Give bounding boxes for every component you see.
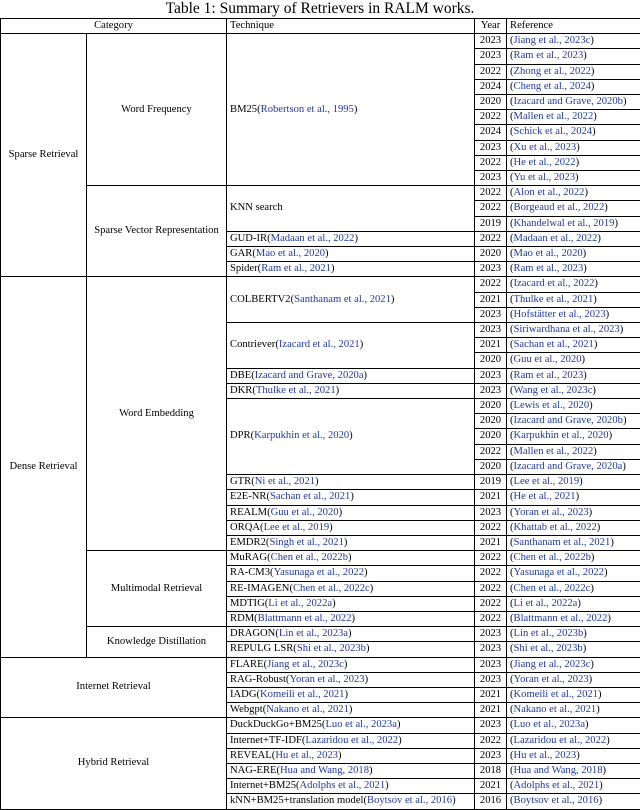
technique-label: EMDR2 xyxy=(230,537,266,548)
subcategory-cell: Word Embedding xyxy=(87,277,227,551)
reference-cell: (Nakano et al., 2021) xyxy=(507,703,640,718)
technique-label: GUD-IR xyxy=(230,233,267,244)
reference-cell: (Alon et al., 2022) xyxy=(507,186,640,201)
reference-link[interactable]: Chen et al., 2022b xyxy=(514,552,591,563)
reference-link[interactable]: Boytsov et al., 2016 xyxy=(514,795,599,806)
reference-link[interactable]: Hofstätter et al., 2023 xyxy=(514,309,606,320)
header-category: Category xyxy=(1,19,227,34)
technique-label: GAR xyxy=(230,248,252,259)
technique-citation-link[interactable]: Chen et al., 2022b xyxy=(271,552,348,563)
year-cell: 2023 xyxy=(475,49,507,64)
year-cell: 2023 xyxy=(475,307,507,322)
reference-cell: (Ram et al., 2023) xyxy=(507,262,640,277)
technique-label: RE-IMAGEN xyxy=(230,583,289,594)
technique-cell: BM25(Robertson et al., 1995) xyxy=(227,34,475,186)
technique-citation-link[interactable]: Lee et al., 2019 xyxy=(264,522,330,533)
subcategory-cell: Knowledge Distillation xyxy=(87,627,227,657)
reference-cell: (Schick et al., 2024) xyxy=(507,125,640,140)
technique-label: IADG xyxy=(230,689,256,700)
technique-label: MDTIG xyxy=(230,598,265,609)
reference-cell: (Cheng et al., 2024) xyxy=(507,79,640,94)
year-cell: 2020 xyxy=(475,414,507,429)
reference-link[interactable]: Mao et al., 2020 xyxy=(514,248,583,259)
technique-citation-link[interactable]: Ni et al., 2021 xyxy=(255,476,315,487)
technique-citation-link[interactable]: Lazaridou et al., 2022 xyxy=(305,735,398,746)
technique-citation-link[interactable]: Lin et al., 2023a xyxy=(279,628,348,639)
year-cell: 2023 xyxy=(475,383,507,398)
technique-cell: RA-CM3(Yasunaga et al., 2022) xyxy=(227,566,475,581)
table-row xyxy=(1,186,640,201)
year-cell: 2020 xyxy=(475,95,507,110)
technique-label: Internet+TF-IDF xyxy=(230,735,302,746)
table-row xyxy=(1,627,640,642)
reference-cell: (Yu et al., 2023) xyxy=(507,171,640,186)
reference-cell: (Izacard and Grave, 2020b) xyxy=(507,414,640,429)
technique-citation-link[interactable]: Mao et al., 2020 xyxy=(256,248,325,259)
reference-link[interactable]: Blattmann et al., 2022 xyxy=(514,613,608,624)
reference-cell: (Hua and Wang, 2018) xyxy=(507,763,640,778)
year-cell: 2021 xyxy=(475,338,507,353)
year-cell: 2022 xyxy=(475,611,507,626)
technique-label: ORQA xyxy=(230,522,260,533)
reference-link[interactable]: Lewis et al., 2020 xyxy=(514,400,590,411)
reference-link[interactable]: Yoran et al., 2023 xyxy=(514,507,589,518)
technique-label: Spider xyxy=(230,263,258,274)
technique-label: DRAGON xyxy=(230,628,275,639)
year-cell: 2023 xyxy=(475,368,507,383)
reference-link[interactable]: Santhanam et al., 2021 xyxy=(514,537,611,548)
technique-label: DBE xyxy=(230,370,251,381)
technique-cell: MuRAG(Chen et al., 2022b) xyxy=(227,551,475,566)
reference-link[interactable]: Mallen et al., 2022 xyxy=(514,446,594,457)
category-cell: Dense Retrieval xyxy=(1,277,87,657)
reference-cell: (Li et al., 2022a) xyxy=(507,596,640,611)
reference-cell: (Ram et al., 2023) xyxy=(507,368,640,383)
technique-cell xyxy=(227,186,475,232)
year-cell: 2022 xyxy=(475,596,507,611)
year-cell: 2022 xyxy=(475,231,507,246)
technique-cell: EMDR2(Singh et al., 2021) xyxy=(227,535,475,550)
technique-label: RDM xyxy=(230,613,254,624)
year-cell: 2023 xyxy=(475,718,507,733)
reference-cell: (Yasunaga et al., 2022) xyxy=(507,566,640,581)
reference-link[interactable]: Adolphs et al., 2021 xyxy=(514,780,600,791)
year-cell: 2022 xyxy=(475,186,507,201)
reference-link[interactable]: Karpukhin et al., 2020 xyxy=(514,430,609,441)
reference-cell: (Mallen et al., 2022) xyxy=(507,444,640,459)
technique-label: REVEAL xyxy=(230,750,272,761)
reference-cell: (Hu et al., 2023) xyxy=(507,748,640,763)
reference-cell: (Thulke et al., 2021) xyxy=(507,292,640,307)
reference-cell: (Yoran et al., 2023) xyxy=(507,505,640,520)
technique-label: DPR xyxy=(230,430,251,441)
reference-link[interactable]: Madaan et al., 2022 xyxy=(514,233,598,244)
reference-link[interactable]: Izacard and Grave, 2020a xyxy=(514,461,623,472)
technique-cell: IADG(Komeili et al., 2021) xyxy=(227,687,475,702)
technique-label: KNN search xyxy=(230,202,283,213)
technique-cell: GAR(Mao et al., 2020) xyxy=(227,247,475,262)
reference-cell: (Borgeaud et al., 2022) xyxy=(507,201,640,216)
year-cell: 2022 xyxy=(475,110,507,125)
reference-link[interactable]: Wang et al., 2023c xyxy=(514,385,593,396)
reference-cell: (Khattab et al., 2022) xyxy=(507,520,640,535)
year-cell: 2020 xyxy=(475,459,507,474)
reference-link[interactable]: Lee et al., 2019 xyxy=(514,476,580,487)
technique-label: Internet+BM25 xyxy=(230,780,296,791)
reference-link[interactable]: Mallen et al., 2022 xyxy=(514,111,594,122)
reference-cell: (Sachan et al., 2021) xyxy=(507,338,640,353)
technique-cell: kNN+BM25+translation model(Boytsov et al., 2016) xyxy=(227,794,475,809)
technique-cell: NAG-ERE(Hua and Wang, 2018) xyxy=(227,763,475,778)
technique-cell: FLARE(Jiang et al., 2023c) xyxy=(227,657,475,672)
reference-cell: (Lin et al., 2023b) xyxy=(507,627,640,642)
technique-label: Webgpt xyxy=(230,704,263,715)
category-cell: Sparse Retrieval xyxy=(1,34,87,277)
reference-cell: (Blattmann et al., 2022) xyxy=(507,611,640,626)
technique-label: kNN+BM25+translation model xyxy=(230,795,363,806)
year-cell: 2022 xyxy=(475,551,507,566)
reference-link[interactable]: Jiang et al., 2023c xyxy=(514,35,591,46)
reference-cell: (Madaan et al., 2022) xyxy=(507,231,640,246)
reference-link[interactable]: Xu et al., 2023 xyxy=(514,142,577,153)
year-cell: 2023 xyxy=(475,657,507,672)
reference-link[interactable]: Siriwardhana et al., 2023 xyxy=(514,324,620,335)
reference-link[interactable]: Ram et al., 2023 xyxy=(514,263,584,274)
technique-citation-link[interactable]: Nakano et al., 2021 xyxy=(266,704,349,715)
reference-cell: (Mallen et al., 2022) xyxy=(507,110,640,125)
reference-link[interactable]: Izacard et al., 2022 xyxy=(514,278,595,289)
subcategory-cell: Sparse Vector Representation xyxy=(87,186,227,277)
technique-cell: GUD-IR(Madaan et al., 2022) xyxy=(227,231,475,246)
technique-citation-link[interactable]: Yasunaga et al., 2022 xyxy=(274,567,364,578)
technique-label: E2E-NR xyxy=(230,491,266,502)
category-cell: Internet Retrieval xyxy=(1,657,227,718)
reference-link[interactable]: Hua and Wang, 2018 xyxy=(514,765,603,776)
technique-cell: DBE(Izacard and Grave, 2020a) xyxy=(227,368,475,383)
technique-cell: ORQA(Lee et al., 2019) xyxy=(227,520,475,535)
header-technique: Technique xyxy=(227,19,475,34)
technique-cell: DuckDuckGo+BM25(Luo et al., 2023a) xyxy=(227,718,475,733)
reference-cell: (Santhanam et al., 2021) xyxy=(507,535,640,550)
technique-citation-link[interactable]: Li et al., 2022a xyxy=(268,598,332,609)
reference-cell: (Lazaridou et al., 2022) xyxy=(507,733,640,748)
reference-link[interactable]: Schick et al., 2024 xyxy=(514,126,593,137)
technique-cell: DKR(Thulke et al., 2021) xyxy=(227,383,475,398)
technique-citation-link[interactable]: Madaan et al., 2022 xyxy=(271,233,355,244)
year-cell: 2022 xyxy=(475,520,507,535)
technique-cell: Webgpt(Nakano et al., 2021) xyxy=(227,703,475,718)
technique-label: MuRAG xyxy=(230,552,267,563)
year-cell: 2023 xyxy=(475,323,507,338)
reference-link[interactable]: Komeili et al., 2021 xyxy=(514,689,598,700)
technique-citation-link[interactable]: Karpukhin et al., 2020 xyxy=(254,430,349,441)
reference-link[interactable]: Ram et al., 2023 xyxy=(514,370,584,381)
reference-cell: (Guu et al., 2020) xyxy=(507,353,640,368)
reference-link[interactable]: Yu et al., 2023 xyxy=(514,172,576,183)
technique-citation-link[interactable]: Robertson et al., 1995 xyxy=(261,104,354,115)
technique-citation-link[interactable]: Izacard et al., 2021 xyxy=(279,339,360,350)
technique-citation-link[interactable]: Sachan et al., 2021 xyxy=(270,491,350,502)
technique-cell: MDTIG(Li et al., 2022a) xyxy=(227,596,475,611)
reference-cell: (Adolphs et al., 2021) xyxy=(507,779,640,794)
technique-citation-link[interactable]: Guu et al., 2020 xyxy=(271,507,339,518)
technique-label: GTR xyxy=(230,476,251,487)
reference-cell: (Jiang et al., 2023c) xyxy=(507,34,640,49)
year-cell: 2022 xyxy=(475,155,507,170)
technique-cell: Internet+BM25(Adolphs et al., 2021) xyxy=(227,779,475,794)
reference-link[interactable]: Borgeaud et al., 2022 xyxy=(514,202,605,213)
reference-link[interactable]: Khattab et al., 2022 xyxy=(514,522,597,533)
reference-cell: (Izacard and Grave, 2020a) xyxy=(507,459,640,474)
technique-citation-link[interactable]: Hu et al., 2023 xyxy=(275,750,338,761)
year-cell: 2018 xyxy=(475,763,507,778)
year-cell: 2021 xyxy=(475,703,507,718)
technique-cell: REVEAL(Hu et al., 2023) xyxy=(227,748,475,763)
technique-cell: COLBERTV2(Santhanam et al., 2021) xyxy=(227,277,475,323)
technique-cell: Internet+TF-IDF(Lazaridou et al., 2022) xyxy=(227,733,475,748)
technique-cell: REPULG LSR(Shi et al., 2023b) xyxy=(227,642,475,657)
technique-citation-link[interactable]: Komeili et al., 2021 xyxy=(260,689,344,700)
technique-label: REALM xyxy=(230,507,267,518)
reference-cell: (Hofstätter et al., 2023) xyxy=(507,307,640,322)
reference-link[interactable]: Cheng et al., 2024 xyxy=(514,81,591,92)
reference-cell: (Zhong et al., 2022) xyxy=(507,64,640,79)
year-cell: 2022 xyxy=(475,201,507,216)
category-cell: Hybrid Retrieval xyxy=(1,718,227,809)
table-caption: Table 1: Summary of Retrievers in RALM works. xyxy=(0,0,640,18)
retrievers-table xyxy=(0,18,640,810)
technique-citation-link[interactable]: Blattmann et al., 2022 xyxy=(258,613,352,624)
reference-cell: (Luo et al., 2023a) xyxy=(507,718,640,733)
reference-link[interactable]: Lin et al., 2023b xyxy=(514,628,584,639)
technique-citation-link[interactable]: Singh et al., 2021 xyxy=(269,537,343,548)
reference-link[interactable]: Li et al., 2022a xyxy=(514,598,578,609)
year-cell: 2023 xyxy=(475,748,507,763)
year-cell: 2023 xyxy=(475,505,507,520)
year-cell: 2020 xyxy=(475,353,507,368)
year-cell: 2019 xyxy=(475,475,507,490)
reference-cell: (Ram et al., 2023) xyxy=(507,49,640,64)
technique-label: DuckDuckGo+BM25 xyxy=(230,719,322,730)
reference-link[interactable]: He et al., 2022 xyxy=(514,157,576,168)
technique-label: FLARE xyxy=(230,659,264,670)
year-cell: 2022 xyxy=(475,444,507,459)
technique-label: RA-CM3 xyxy=(230,567,270,578)
year-cell: 2016 xyxy=(475,794,507,809)
reference-link[interactable]: Izacard and Grave, 2020b xyxy=(514,96,623,107)
table-row xyxy=(1,34,640,49)
reference-link[interactable]: Khandelwal et al., 2019 xyxy=(514,218,615,229)
reference-link[interactable]: Lazaridou et al., 2022 xyxy=(514,735,607,746)
technique-cell: REALM(Guu et al., 2020) xyxy=(227,505,475,520)
reference-cell: (Lewis et al., 2020) xyxy=(507,399,640,414)
year-cell: 2023 xyxy=(475,262,507,277)
technique-cell: RAG-Robust(Yoran et al., 2023) xyxy=(227,672,475,687)
technique-citation-link[interactable]: Ram et al., 2021 xyxy=(261,263,331,274)
table-row xyxy=(1,657,640,672)
year-cell: 2024 xyxy=(475,125,507,140)
reference-link[interactable]: Zhong et al., 2022 xyxy=(514,66,591,77)
technique-label: DKR xyxy=(230,385,252,396)
reference-cell: (Komeili et al., 2021) xyxy=(507,687,640,702)
year-cell: 2023 xyxy=(475,627,507,642)
technique-cell: RE-IMAGEN(Chen et al., 2022c) xyxy=(227,581,475,596)
reference-cell: (Karpukhin et al., 2020) xyxy=(507,429,640,444)
reference-cell: (Siriwardhana et al., 2023) xyxy=(507,323,640,338)
table-row xyxy=(1,551,640,566)
reference-link[interactable]: Shi et al., 2023b xyxy=(514,643,583,654)
reference-link[interactable]: Sachan et al., 2021 xyxy=(514,339,594,350)
reference-cell: (Yoran et al., 2023) xyxy=(507,672,640,687)
reference-cell: (He et al., 2021) xyxy=(507,490,640,505)
technique-citation-link[interactable]: Chen et al., 2022c xyxy=(293,583,370,594)
year-cell: 2021 xyxy=(475,779,507,794)
table-row xyxy=(1,718,640,733)
year-cell: 2019 xyxy=(475,216,507,231)
technique-cell: RDM(Blattmann et al., 2022) xyxy=(227,611,475,626)
year-cell: 2021 xyxy=(475,490,507,505)
year-cell: 2023 xyxy=(475,140,507,155)
reference-cell: (Wang et al., 2023c) xyxy=(507,383,640,398)
technique-label: BM25 xyxy=(230,104,257,115)
header-year: Year xyxy=(475,19,507,34)
year-cell: 2020 xyxy=(475,399,507,414)
reference-cell: (Khandelwal et al., 2019) xyxy=(507,216,640,231)
technique-label: NAG-ERE xyxy=(230,765,277,776)
technique-cell: Spider(Ram et al., 2021) xyxy=(227,262,475,277)
year-cell: 2023 xyxy=(475,171,507,186)
technique-citation-link[interactable]: Boytsov et al., 2016 xyxy=(367,795,452,806)
reference-cell: (Shi et al., 2023b) xyxy=(507,642,640,657)
reference-cell: (Chen et al., 2022b) xyxy=(507,551,640,566)
reference-link[interactable]: Nakano et al., 2021 xyxy=(514,704,597,715)
technique-citation-link[interactable]: Jiang et al., 2023c xyxy=(267,659,344,670)
reference-cell: (Boytsov et al., 2016) xyxy=(507,794,640,809)
technique-citation-link[interactable]: Izacard and Grave, 2020a xyxy=(255,370,364,381)
subcategory-cell: Word Frequency xyxy=(87,34,227,186)
reference-cell: (Xu et al., 2023) xyxy=(507,140,640,155)
year-cell: 2022 xyxy=(475,733,507,748)
year-cell: 2021 xyxy=(475,292,507,307)
technique-label: COLBERTV2 xyxy=(230,294,291,305)
year-cell: 2022 xyxy=(475,64,507,79)
year-cell: 2023 xyxy=(475,642,507,657)
year-cell: 2020 xyxy=(475,429,507,444)
technique-citation-link[interactable]: Santhanam et al., 2021 xyxy=(294,294,391,305)
subcategory-cell: Multimodal Retrieval xyxy=(87,551,227,627)
reference-link[interactable]: Guu et al., 2020 xyxy=(514,354,582,365)
technique-cell: GTR(Ni et al., 2021) xyxy=(227,475,475,490)
technique-cell: DRAGON(Lin et al., 2023a) xyxy=(227,627,475,642)
technique-citation-link[interactable]: Adolphs et al., 2021 xyxy=(300,780,386,791)
header-row xyxy=(1,19,640,34)
year-cell: 2022 xyxy=(475,581,507,596)
technique-citation-link[interactable]: Thulke et al., 2021 xyxy=(256,385,336,396)
reference-link[interactable]: Alon et al., 2022 xyxy=(514,187,585,198)
reference-cell: (Jiang et al., 2023c) xyxy=(507,657,640,672)
header-reference: Reference xyxy=(507,19,640,34)
reference-link[interactable]: Luo et al., 2023a xyxy=(514,719,586,730)
reference-cell: (Chen et al., 2022c) xyxy=(507,581,640,596)
reference-cell: (Mao et al., 2020) xyxy=(507,247,640,262)
reference-link[interactable]: Jiang et al., 2023c xyxy=(514,659,591,670)
technique-cell: E2E-NR(Sachan et al., 2021) xyxy=(227,490,475,505)
reference-cell: (Lee et al., 2019) xyxy=(507,475,640,490)
table-body xyxy=(1,19,640,810)
technique-cell: DPR(Karpukhin et al., 2020) xyxy=(227,399,475,475)
reference-link[interactable]: Yasunaga et al., 2022 xyxy=(514,567,604,578)
reference-link[interactable]: Hu et al., 2023 xyxy=(514,750,577,761)
technique-citation-link[interactable]: Hua and Wang, 2018 xyxy=(280,765,369,776)
table-row xyxy=(1,277,640,292)
year-cell: 2020 xyxy=(475,247,507,262)
reference-cell: (Izacard et al., 2022) xyxy=(507,277,640,292)
reference-link[interactable]: Ram et al., 2023 xyxy=(514,50,584,61)
technique-label: Contriever xyxy=(230,339,275,350)
technique-citation-link[interactable]: Luo et al., 2023a xyxy=(325,719,397,730)
reference-cell: (He et al., 2022) xyxy=(507,155,640,170)
year-cell: 2021 xyxy=(475,687,507,702)
technique-label: REPULG LSR xyxy=(230,643,293,654)
year-cell: 2023 xyxy=(475,672,507,687)
reference-link[interactable]: Chen et al., 2022c xyxy=(514,583,591,594)
reference-link[interactable]: He et al., 2021 xyxy=(514,491,576,502)
year-cell: 2022 xyxy=(475,566,507,581)
reference-link[interactable]: Izacard and Grave, 2020b xyxy=(514,415,623,426)
technique-citation-link[interactable]: Yoran et al., 2023 xyxy=(289,674,364,685)
reference-cell: (Izacard and Grave, 2020b) xyxy=(507,95,640,110)
technique-cell: Contriever(Izacard et al., 2021) xyxy=(227,323,475,369)
reference-link[interactable]: Yoran et al., 2023 xyxy=(514,674,589,685)
year-cell: 2021 xyxy=(475,535,507,550)
year-cell: 2023 xyxy=(475,34,507,49)
year-cell: 2022 xyxy=(475,277,507,292)
reference-link[interactable]: Thulke et al., 2021 xyxy=(514,294,594,305)
technique-citation-link[interactable]: Shi et al., 2023b xyxy=(297,643,366,654)
year-cell: 2024 xyxy=(475,79,507,94)
technique-label: RAG-Robust xyxy=(230,674,286,685)
